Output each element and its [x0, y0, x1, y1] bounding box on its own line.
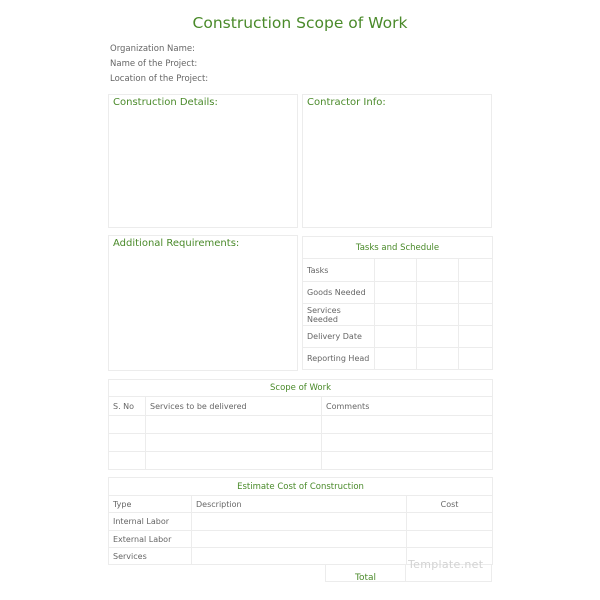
- header-description: Description: [192, 496, 407, 513]
- cell[interactable]: [375, 282, 417, 304]
- row-label-external-labor: External Labor: [109, 531, 192, 548]
- cell[interactable]: [146, 416, 322, 434]
- cell[interactable]: [375, 259, 417, 282]
- tasks-schedule-heading: Tasks and Schedule: [303, 237, 493, 259]
- cell[interactable]: [322, 452, 493, 470]
- additional-requirements-box[interactable]: [108, 235, 298, 371]
- project-name-label: Name of the Project:: [110, 59, 198, 69]
- cell[interactable]: [459, 259, 493, 282]
- cell[interactable]: [417, 326, 459, 348]
- cell[interactable]: [417, 304, 459, 326]
- header-s-no: S. No: [109, 397, 146, 416]
- header-cost: Cost: [407, 496, 493, 513]
- row-label-reporting-head: Reporting Head: [303, 348, 375, 370]
- cell[interactable]: [146, 434, 322, 452]
- additional-requirements-heading: Additional Requirements:: [113, 238, 240, 249]
- row-label-delivery-date: Delivery Date: [303, 326, 375, 348]
- construction-details-box[interactable]: [108, 94, 298, 228]
- cell[interactable]: [407, 513, 493, 531]
- row-label-goods-needed: Goods Needed: [303, 282, 375, 304]
- watermark: Template.net: [408, 558, 484, 571]
- header-comments: Comments: [322, 397, 493, 416]
- total-label-cell: [325, 564, 406, 582]
- scope-of-work-heading: Scope of Work: [109, 380, 493, 397]
- document-title: Construction Scope of Work: [192, 14, 408, 32]
- cell[interactable]: [109, 452, 146, 470]
- cell[interactable]: [109, 416, 146, 434]
- project-location-label: Location of the Project:: [110, 74, 209, 84]
- cell[interactable]: [146, 452, 322, 470]
- cell[interactable]: [459, 304, 493, 326]
- row-label-services: Services: [109, 548, 192, 565]
- cell[interactable]: [375, 326, 417, 348]
- header-type: Type: [109, 496, 192, 513]
- header-services: Services to be delivered: [146, 397, 322, 416]
- row-label-internal-labor: Internal Labor: [109, 513, 192, 531]
- cell[interactable]: [459, 282, 493, 304]
- cell[interactable]: [109, 434, 146, 452]
- estimate-cost-heading: Estimate Cost of Construction: [109, 478, 493, 496]
- cell[interactable]: [459, 326, 493, 348]
- cell[interactable]: [192, 548, 407, 565]
- cell[interactable]: [192, 531, 407, 548]
- cell[interactable]: [375, 348, 417, 370]
- tasks-schedule-table: [302, 236, 493, 370]
- cell[interactable]: [322, 434, 493, 452]
- cell[interactable]: [459, 348, 493, 370]
- organization-name-label: Organization Name:: [110, 44, 195, 54]
- cell[interactable]: [417, 259, 459, 282]
- estimate-cost-table: [108, 477, 493, 565]
- cell[interactable]: [322, 416, 493, 434]
- total-label: Total: [354, 573, 377, 583]
- row-label-services-needed: Services Needed: [303, 304, 375, 326]
- row-label-tasks: Tasks: [303, 259, 375, 282]
- construction-details-heading: Construction Details:: [113, 97, 218, 108]
- contractor-info-heading: Contractor Info:: [307, 97, 386, 108]
- cell[interactable]: [407, 531, 493, 548]
- contractor-info-box[interactable]: [302, 94, 492, 228]
- cell[interactable]: [375, 304, 417, 326]
- scope-of-work-table: [108, 379, 493, 470]
- cell[interactable]: [192, 513, 407, 531]
- cell[interactable]: [417, 348, 459, 370]
- cell[interactable]: [417, 282, 459, 304]
